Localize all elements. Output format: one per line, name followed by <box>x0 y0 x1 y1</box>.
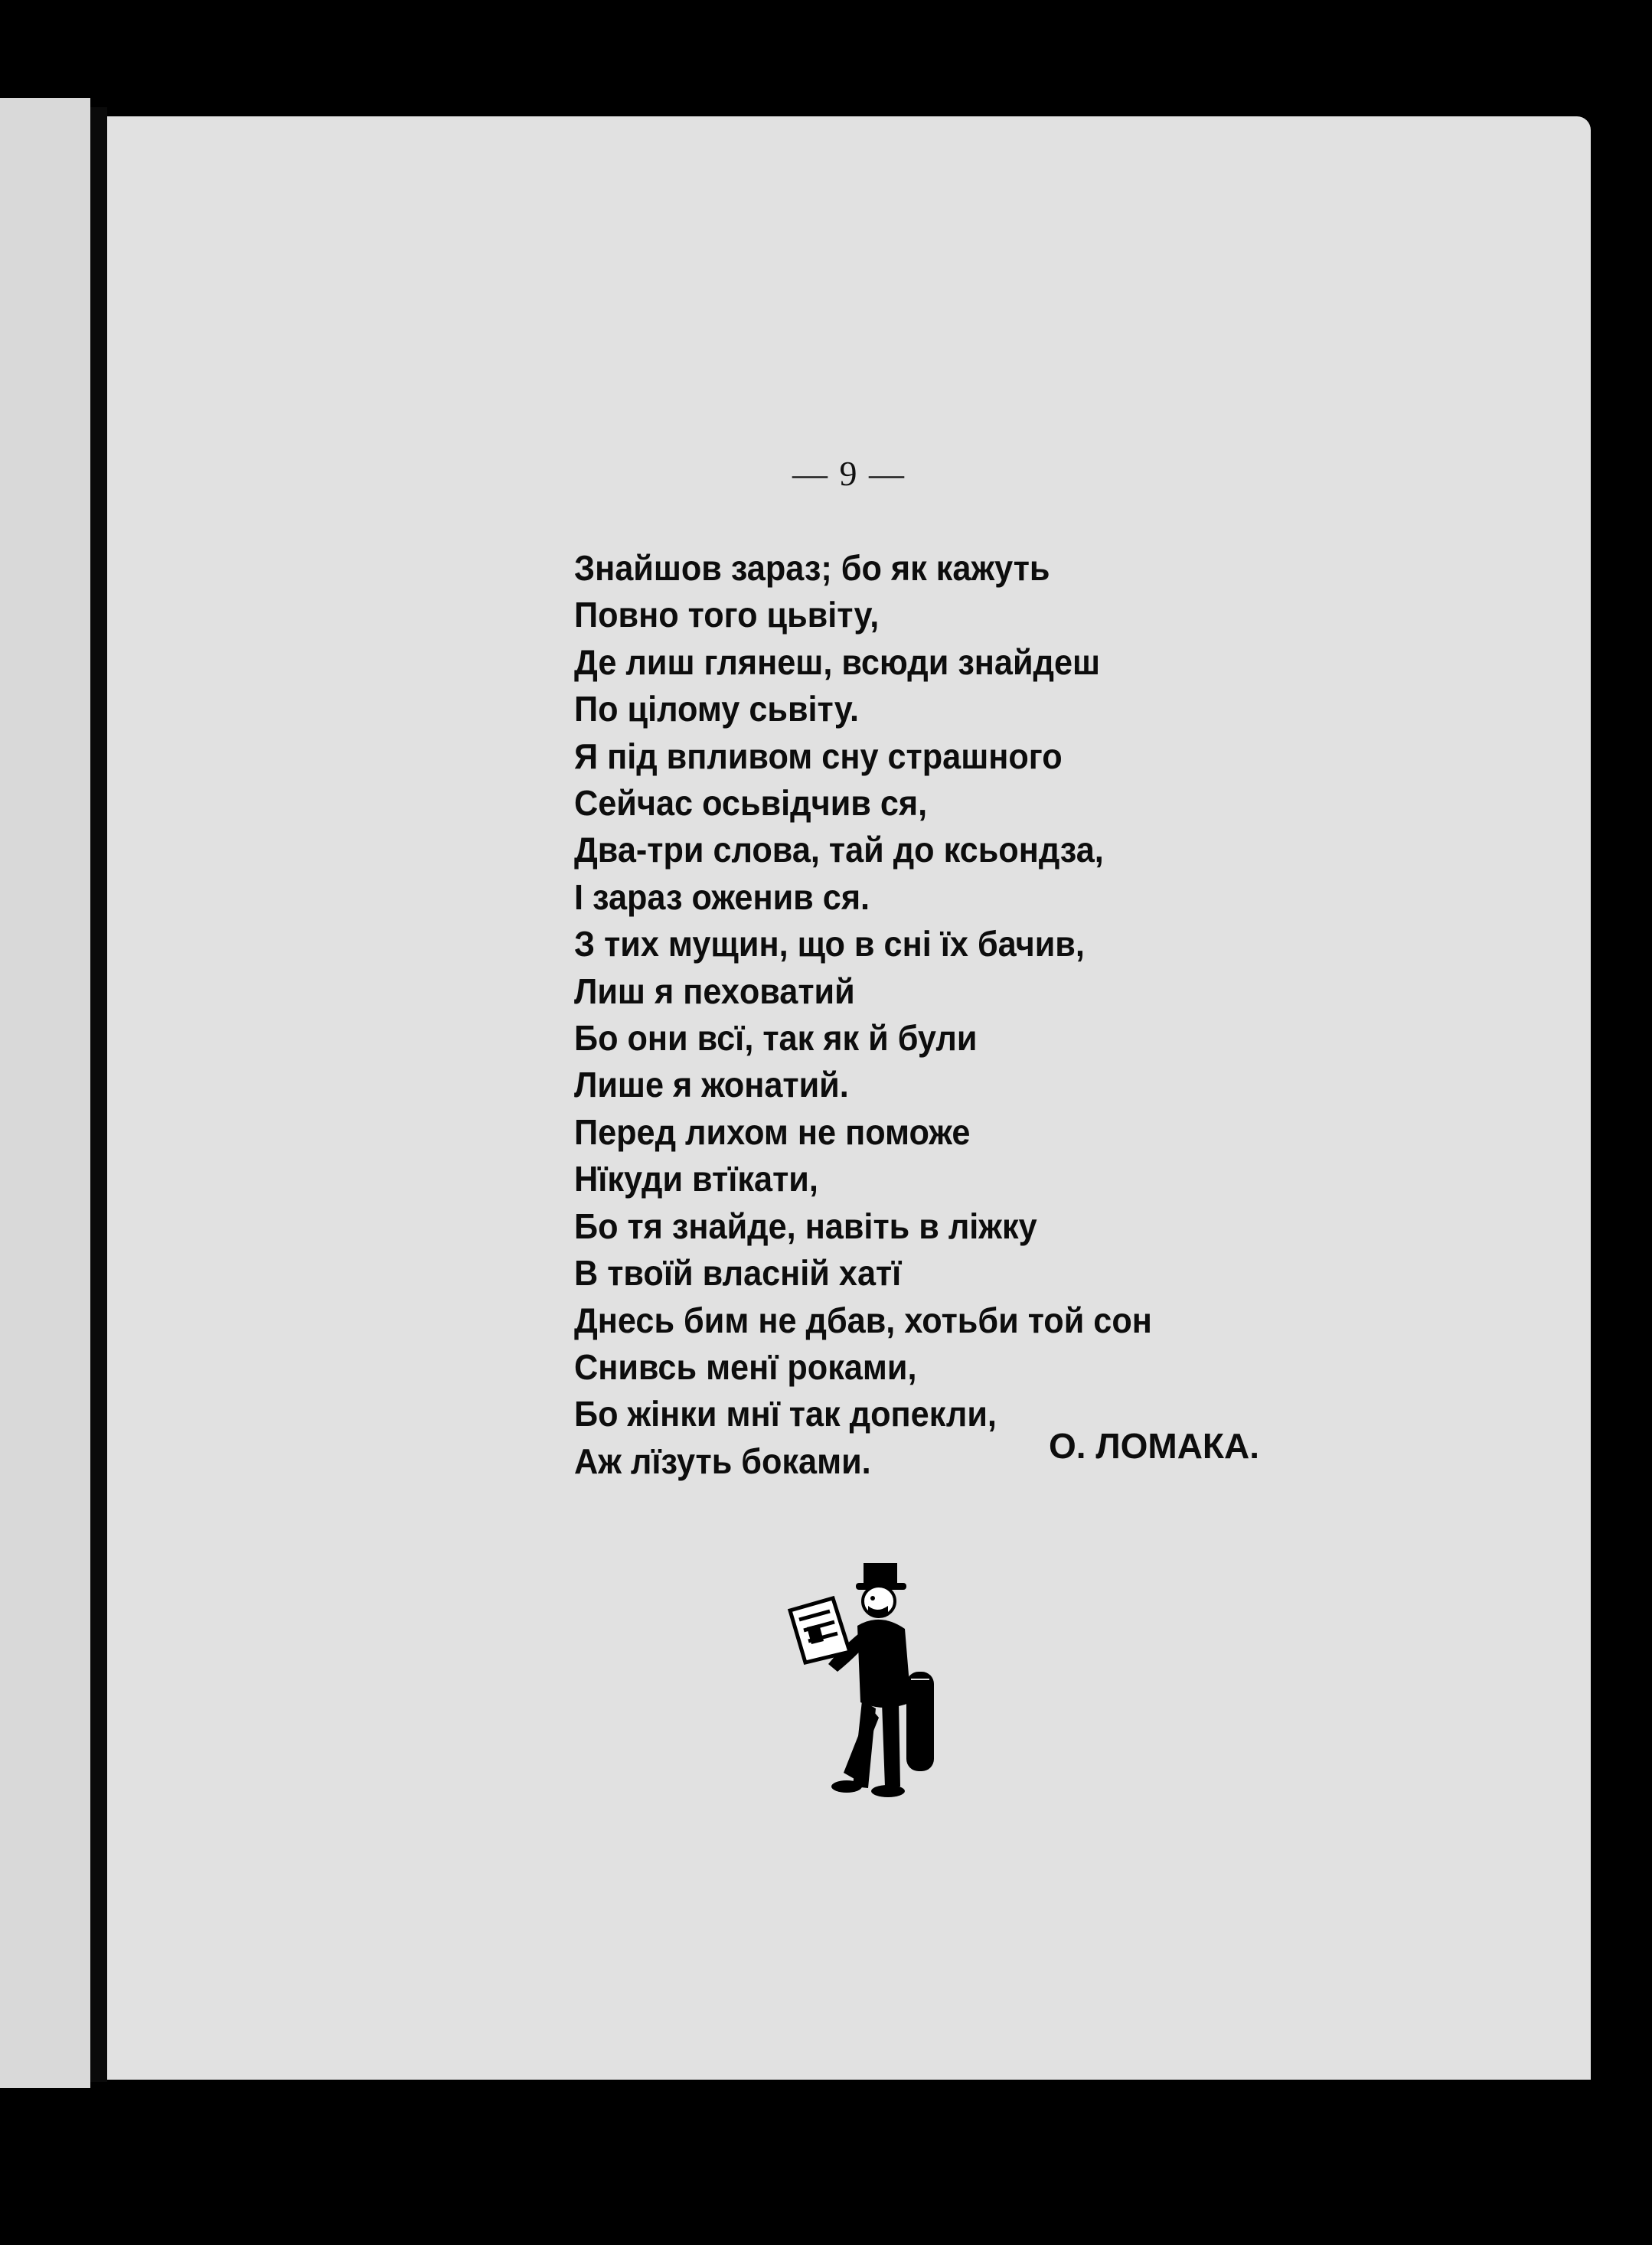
poem-line: Два-три слова, тай до ксьондза, <box>574 830 1104 870</box>
poem-line: Нїкуди втїкати, <box>574 1159 818 1199</box>
poem-line: Бо жінки мнї так допекли, <box>574 1394 997 1434</box>
man-reading-newspaper-illustration <box>773 1557 957 1809</box>
poem-line: Перед лихом не поможе <box>574 1111 971 1152</box>
poem-line: І зараз оженив ся. <box>574 876 870 917</box>
poem-line: З тих мущин, що в сні їх бачив, <box>574 924 1085 964</box>
poem-line: Сейчас осьвідчив ся, <box>574 783 928 824</box>
author-signature: О. ЛОМАКА. <box>1049 1426 1260 1466</box>
poem-line: Бо они всї, так як й були <box>574 1018 978 1059</box>
poem-line: По цілому сьвіту. <box>574 689 860 729</box>
poem-line: Бо тя знайде, навіть в ліжку <box>574 1206 1037 1246</box>
poem-line: Днесь бим не дбав, хотьби той сон <box>574 1300 1152 1340</box>
poem-line: В твоїй власній хатї <box>574 1253 902 1294</box>
poem-line: Аж лїзуть боками. <box>574 1441 871 1481</box>
poem-line: Снивсь менї роками, <box>574 1346 917 1387</box>
poem-line: Лиш я пехoватий <box>574 971 855 1011</box>
poem-line: Я під впливом сну страшного <box>574 736 1063 776</box>
book-page <box>107 116 1591 2080</box>
poem-line: Знайшов зараз; бо як кажуть <box>574 548 1050 588</box>
page-number: — 9 — <box>792 454 906 493</box>
poem-line: Де лиш глянеш, всюди знайдеш <box>574 641 1101 682</box>
poem-line: Лише я жонатий. <box>574 1065 849 1105</box>
poem <box>574 545 1189 1485</box>
book-spine <box>90 107 107 2082</box>
poem-line: Повно того цьвіту, <box>574 595 880 635</box>
left-page-edge <box>0 98 90 2088</box>
